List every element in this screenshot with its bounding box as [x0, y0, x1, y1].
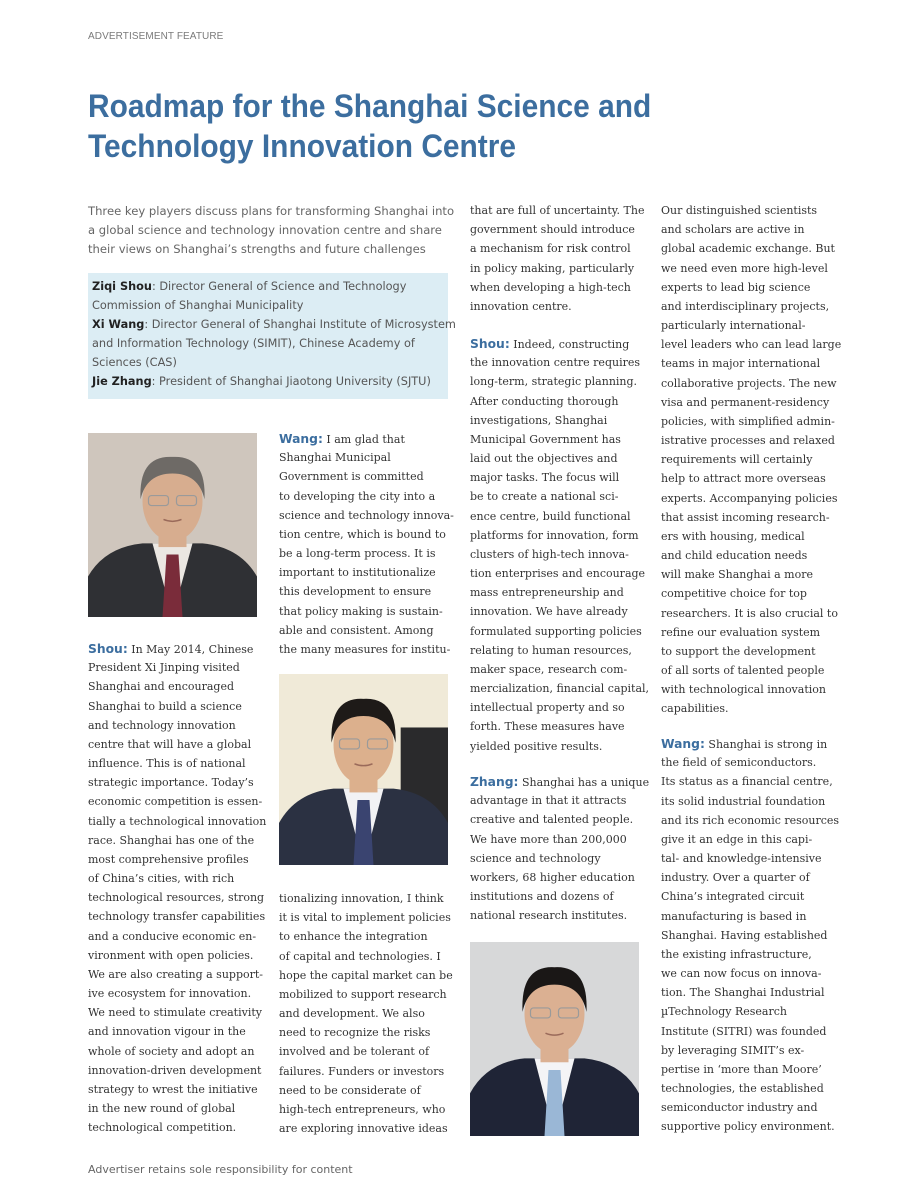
text-line: investigations, Shanghai: [470, 413, 608, 427]
text-line: platforms for innovation, form: [470, 528, 639, 542]
paragraph-start: [470, 337, 629, 351]
text-line: We have more than 200,000: [470, 832, 627, 846]
paragraph-start: [470, 775, 649, 789]
text-line: a mechanism for risk control: [470, 242, 631, 256]
text-line: Shanghai to build a science: [88, 699, 242, 713]
text-line: and child education needs: [661, 549, 808, 563]
text-line: that policy making is sustain-: [279, 604, 443, 618]
standfirst-line: Three key players discuss plans for transforming Shanghai into: [88, 204, 455, 218]
bio-line: and Information Technology (SIMIT), Chinese Academy of: [92, 337, 415, 350]
text-line: that are full of uncertainty. The: [470, 204, 645, 217]
text-line: the many measures for institu-: [279, 642, 451, 656]
text-line: be a long-term process. It is: [279, 547, 436, 561]
text-line: industry. Over a quarter of: [661, 871, 810, 885]
text-line: economic competition is essen-: [88, 795, 263, 809]
text-line: mass entrepreneurship and: [470, 586, 624, 600]
text-line: Shanghai and encouraged: [88, 680, 235, 694]
text-line: are exploring innovative ideas: [279, 1122, 448, 1136]
photo-jie-zhang: [470, 942, 639, 1136]
text-line: creative and talented people.: [470, 813, 634, 827]
text-line: innovation-driven development: [88, 1063, 262, 1077]
bio-line: Commission of Shanghai Municipality: [92, 299, 304, 312]
contributors-box: [88, 273, 456, 399]
text-run: Shanghai is strong in: [704, 738, 828, 751]
bio-name: Xi Wang: [92, 318, 145, 331]
text-line: Shanghai Municipal: [279, 451, 391, 465]
text-line: mercialization, financial capital,: [470, 682, 650, 696]
text-line: and scholars are active in: [661, 223, 805, 237]
text-line: istrative processes and relaxed: [661, 434, 835, 448]
text-line: and a conducive economic en-: [88, 929, 257, 943]
photo-xi-wang: [279, 674, 448, 865]
text-line: we can now focus on innova-: [661, 967, 822, 981]
text-line: tionalizing innovation, I think: [279, 892, 444, 905]
text-line: manufacturing is based in: [661, 909, 807, 923]
text-line: innovation centre.: [470, 299, 572, 313]
text-line: to developing the city into a: [279, 489, 436, 503]
text-line: and interdisciplinary projects,: [661, 299, 830, 313]
text-line: yielded positive results.: [470, 739, 603, 753]
text-line: of all sorts of talented people: [661, 664, 825, 678]
text-line: centre that will have a global: [88, 737, 252, 751]
text-line: whole of society and adopt an: [88, 1044, 255, 1058]
text-line: After conducting thorough: [470, 394, 619, 408]
text-line: institutions and dozens of: [470, 890, 614, 904]
text-line: competitive choice for top: [661, 587, 807, 601]
text-line: tal- and knowledge-intensive: [661, 852, 822, 866]
text-line: collaborative projects. The new: [661, 376, 837, 390]
text-line: by leveraging SIMIT’s ex-: [661, 1043, 805, 1057]
text-line: national research institutes.: [470, 909, 628, 923]
text-line: important to institutionalize: [279, 566, 436, 580]
section-kicker: ADVERTISEMENT FEATURE: [88, 31, 224, 42]
text-line: supportive policy environment.: [661, 1120, 835, 1134]
text-line: We need to stimulate creativity: [88, 1006, 262, 1020]
text-line: visa and permanent-residency: [661, 395, 830, 409]
text-line: long-term, strategic planning.: [470, 375, 638, 389]
text-line: ive ecosystem for innovation.: [88, 987, 252, 1001]
text-line: teams in major international: [661, 357, 821, 371]
text-line: it is vital to implement policies: [279, 911, 451, 925]
text-line: ence centre, build functional: [470, 509, 631, 523]
text-line: tion. The Shanghai Industrial: [661, 986, 825, 1000]
text-run: Shanghai has a unique: [518, 776, 650, 789]
text-line: to support the development: [661, 644, 816, 658]
text-line: most comprehensive profiles: [88, 852, 249, 866]
text-line: high-tech entrepreneurs, who: [279, 1102, 446, 1116]
text-line: experts. Accompanying policies: [661, 491, 838, 505]
text-line: of China’s cities, with rich: [88, 872, 235, 886]
text-line: and innovation vigour in the: [88, 1025, 246, 1039]
text-line: relating to human resources,: [470, 643, 632, 657]
text-line: technology transfer capabilities: [88, 910, 266, 924]
text-line: level leaders who can lead large: [661, 338, 842, 352]
text-line: strategy to wrest the initiative: [88, 1082, 258, 1096]
standfirst: [88, 202, 458, 260]
text-line: with technological innovation: [661, 683, 826, 697]
text-line: technological competition.: [88, 1121, 237, 1135]
title-line: Roadmap for the Shanghai Science and: [88, 88, 652, 124]
text-line: requirements will certainly: [661, 453, 813, 467]
text-line: innovation. We have already: [470, 605, 628, 619]
text-line: government should introduce: [470, 223, 635, 237]
portrait-icon: [470, 942, 639, 1136]
footer-disclaimer: Advertiser retains sole responsibility for content: [88, 1163, 353, 1176]
text-line: that assist incoming research-: [661, 510, 830, 524]
bio-name: Ziqi Shou: [92, 280, 152, 293]
text-line: tion enterprises and encourage: [470, 567, 646, 581]
text-line: major tasks. The focus will: [470, 471, 620, 485]
text-line: vironment with open policies.: [88, 948, 254, 962]
text-line: global academic exchange. But: [661, 242, 835, 256]
text-line: President Xi Jinping visited: [88, 661, 240, 675]
title-line: Technology Innovation Centre: [88, 128, 517, 164]
text-line: µTechnology Research: [661, 1005, 787, 1019]
text-line: strategic importance. Today’s: [88, 776, 254, 790]
text-line: Institute (SITRI) was founded: [661, 1024, 827, 1038]
text-line: laid out the objectives and: [470, 452, 618, 466]
text-line: forth. These measures have: [470, 720, 625, 734]
text-line: failures. Funders or investors: [279, 1064, 445, 1078]
text-line: to enhance the integration: [279, 930, 428, 944]
text-line: when developing a high-tech: [470, 280, 631, 294]
text-line: and development. We also: [279, 1007, 425, 1021]
text-line: science and technology: [470, 851, 601, 865]
speaker-label: Shou:: [470, 337, 510, 351]
portrait-icon: [88, 433, 257, 617]
portrait-icon: [279, 674, 448, 865]
text-line: technological resources, strong: [88, 891, 265, 905]
paragraph-start: [279, 432, 405, 446]
text-line: race. Shanghai has one of the: [88, 833, 255, 847]
text-line: the innovation centre requires: [470, 356, 641, 370]
text-line: advantage in that it attracts: [470, 794, 627, 808]
text-line: intellectual property and so: [470, 701, 625, 715]
text-line: particularly international-: [661, 319, 806, 333]
text-line: need to recognize the risks: [279, 1026, 431, 1040]
bio-text: : Director General of Shanghai Institute of Microsystem: [144, 318, 456, 331]
text-line: policies, with simplified admin-: [661, 414, 835, 428]
text-line: hope the capital market can be: [279, 968, 453, 982]
text-line: experts to lead big science: [661, 280, 811, 294]
text-line: technologies, the established: [661, 1082, 824, 1096]
text-line: and technology innovation: [88, 718, 236, 732]
bio-jie-zhang: [92, 372, 431, 391]
text-line: this development to ensure: [279, 585, 432, 599]
text-line: involved and be tolerant of: [279, 1045, 430, 1059]
text-run: Indeed, constructing: [509, 338, 630, 351]
text-line: the field of semiconductors.: [661, 756, 817, 770]
text-line: Government is committed: [279, 470, 424, 484]
text-line: give it an edge in this capi-: [661, 832, 813, 846]
bio-text: : Director General of Science and Technology: [151, 280, 407, 293]
text-line: science and technology innova-: [279, 508, 454, 522]
text-line: and its rich economic resources: [661, 813, 840, 827]
bio-name: Jie Zhang: [92, 375, 152, 388]
text-line: able and consistent. Among: [279, 623, 434, 637]
text-line: need to be considerate of: [279, 1083, 421, 1097]
text-line: pertise in ‘more than Moore’: [661, 1062, 822, 1076]
text-line: its solid industrial foundation: [661, 794, 826, 808]
article-title: [88, 86, 677, 166]
text-line: influence. This is of national: [88, 757, 246, 771]
text-line: ers with housing, medical: [661, 529, 805, 543]
text-line: in policy making, particularly: [470, 261, 635, 275]
text-run: In May 2014, Chinese: [127, 643, 254, 656]
bio-line: Sciences (CAS): [92, 356, 177, 369]
text-line: help to attract more overseas: [661, 472, 826, 486]
speaker-label: Zhang:: [470, 775, 519, 789]
text-line: of capital and technologies. I: [279, 949, 441, 963]
paragraph-start: [88, 642, 253, 656]
text-line: be to create a national sci-: [470, 490, 619, 504]
text-line: formulated supporting policies: [470, 624, 642, 638]
text-line: Its status as a financial centre,: [661, 775, 833, 789]
speaker-label: Shou:: [88, 642, 128, 656]
standfirst-line: their views on Shanghai’s strengths and future challenges: [88, 242, 426, 257]
text-line: researchers. It is also crucial to: [661, 606, 838, 620]
text-line: in the new round of global: [88, 1102, 236, 1116]
bio-text: : President of Shanghai Jiaotong University (SJTU): [151, 375, 431, 388]
text-line: tially a technological innovation: [88, 814, 267, 828]
text-line: semiconductor industry and: [661, 1101, 818, 1115]
text-line: clusters of high-tech innova-: [470, 547, 629, 561]
text-line: the existing infrastructure,: [661, 947, 812, 961]
text-run: I am glad that: [322, 433, 405, 446]
photo-ziqi-shou: [88, 433, 257, 617]
text-line: China’s integrated circuit: [661, 890, 805, 904]
text-line: refine our evaluation system: [661, 625, 821, 639]
text-line: will make Shanghai a more: [661, 568, 813, 582]
text-line: Municipal Government has: [470, 432, 621, 446]
bio-ziqi-shou: [92, 277, 406, 296]
text-line: Our distinguished scientists: [661, 204, 818, 217]
text-line: tion centre, which is bound to: [279, 527, 446, 541]
text-line: maker space, research com-: [470, 662, 628, 676]
text-line: workers, 68 higher education: [470, 870, 635, 884]
speaker-label: Wang:: [661, 737, 705, 751]
text-line: mobilized to support research: [279, 987, 447, 1001]
bio-xi-wang: [92, 315, 456, 334]
paragraph-start: [661, 737, 827, 751]
text-line: we need even more high-level: [661, 261, 828, 275]
standfirst-line: a global science and technology innovation centre and share: [88, 223, 442, 238]
text-line: Shanghai. Having established: [661, 928, 828, 942]
text-line: capabilities.: [661, 702, 729, 716]
speaker-label: Wang:: [279, 432, 323, 446]
text-line: We are also creating a support-: [88, 967, 264, 981]
